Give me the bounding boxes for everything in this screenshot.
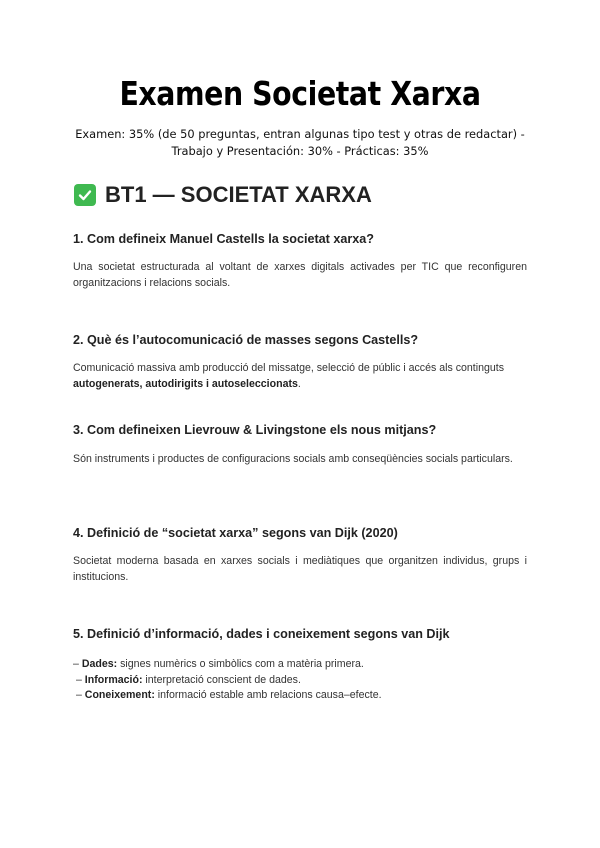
list-desc: signes numèrics o simbòlics com a matèria primera. bbox=[117, 658, 364, 670]
answer-4: Societat moderna basada en xarxes socials i mediàtiques que organitzen individus, grups i institucions. bbox=[73, 555, 527, 583]
subtitle-line-2: Trabajo y Presentación: 30% - Prácticas: 35% bbox=[171, 144, 429, 158]
answer-2-bold: autogenerats, autodirigits i autoseleccionats bbox=[73, 377, 298, 390]
list-dash: – bbox=[73, 673, 82, 686]
section-heading bbox=[74, 182, 554, 208]
list-item bbox=[73, 673, 533, 689]
answer-2-end: . bbox=[297, 377, 301, 390]
answer-2-text: Comunicació massiva amb producció del missatge, selecció de públic i accés als continguts bbox=[73, 362, 505, 374]
list-desc: interpretació conscient de dades. bbox=[142, 673, 301, 686]
subtitle-line-1: Examen: 35% (de 50 preguntas, entran algunas tipo test y otras de redactar) - bbox=[75, 127, 525, 141]
list-term: Informació: bbox=[84, 673, 143, 686]
list-dash: – bbox=[73, 658, 79, 670]
list-term: Coneixement: bbox=[84, 689, 155, 701]
page-title: Examen Societat Xarxa bbox=[119, 74, 481, 113]
section-heading-text: BT1 — SOCIETAT XARXA bbox=[105, 182, 372, 207]
grading-subtitle bbox=[40, 126, 560, 160]
list-dash: – bbox=[73, 689, 82, 701]
question-3: 3. Com defineixen Lievrouw & Livingstone els nous mitjans? bbox=[73, 423, 437, 437]
question-5: 5. Definició d’informació, dades i coneixement segons van Dijk bbox=[73, 627, 450, 641]
list-term: Dades: bbox=[81, 658, 118, 670]
list-item bbox=[73, 657, 533, 673]
answer-3: Són instruments i productes de configuracions socials amb conseqüències socials particulars. bbox=[73, 453, 513, 465]
definitions-list bbox=[73, 657, 533, 704]
question-2: 2. Què és l’autocomunicació de masses segons Castells? bbox=[73, 333, 419, 347]
list-desc: informació estable amb relacions causa–efecte. bbox=[154, 689, 382, 701]
question-4: 4. Definició de “societat xarxa” segons van Dijk (2020) bbox=[73, 526, 398, 540]
answer-2 bbox=[73, 361, 527, 392]
answer-1: Una societat estructurada al voltant de xarxes digitals activades per TIC que reconfiguren organitzacions i relacions socials. bbox=[73, 261, 527, 289]
list-item bbox=[73, 688, 533, 704]
check-mark-button-icon bbox=[74, 184, 96, 206]
question-1: 1. Com defineix Manuel Castells la societat xarxa? bbox=[73, 232, 374, 246]
